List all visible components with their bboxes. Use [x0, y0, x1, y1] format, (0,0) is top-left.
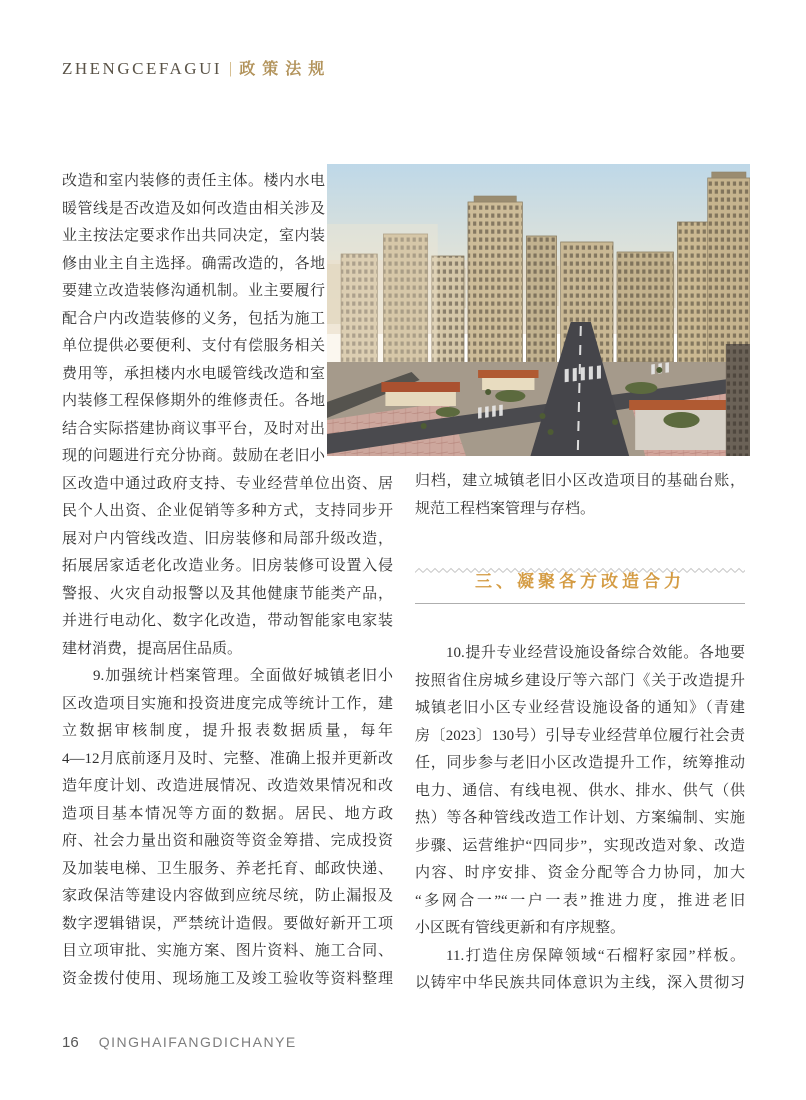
page-footer — [62, 1034, 297, 1052]
text-line: 改造和室内装修的责任主体。楼内水电 — [62, 173, 325, 189]
text-line: 内容、时序安排、资金分配等合力协同，加大 — [415, 865, 745, 881]
text-line: 暖管线是否改造及如何改造由相关涉及 — [62, 200, 325, 217]
header-latin-title: ZHENGCEFAGUI — [62, 59, 223, 78]
section-heading-block — [415, 557, 745, 604]
text-line: 热）等各种管线改造工作计划、方案编制、实施 — [415, 810, 745, 826]
text-line: 资金拨付使用、现场施工及竣工验收等资料整理 — [62, 970, 393, 987]
text-line: 民个人出资、企业促销等多种方式，支持同步开 — [62, 503, 393, 519]
text-line: 业主按法定要求作出共同决定，室内装 — [62, 228, 325, 244]
text-line: 4—12月底前逐月及时、完整、准确上报并更新改 — [62, 750, 393, 767]
text-line: 现的问题进行充分协商。鼓励在老旧小 — [62, 448, 325, 464]
text-line: 房〔2023〕130号）引导专业经营单位履行社会责 — [415, 727, 745, 744]
photo-wrap-spacer — [325, 168, 393, 458]
text-line: 单位提供必要便利、支付有偿服务相关 — [62, 338, 325, 354]
text-line: 要建立改造装修沟通机制。业主要履行 — [62, 283, 325, 299]
text-line: 立数据审核制度，提升报表数据质量，每年 — [62, 723, 393, 739]
text-line: 结合实际搭建协商议事平台，及时对出 — [62, 420, 325, 437]
text-line: 任，同步参与老旧小区改造提升工作，统筹推动 — [415, 755, 745, 771]
right-text-column — [415, 460, 745, 998]
text-line: 10.提升专业经营设施设备综合效能。各地要 — [446, 645, 745, 661]
page-number: 16 — [62, 1034, 79, 1051]
wavy-divider — [415, 557, 745, 564]
text-line: 府、社会力量出资和融资等资金筹措、完成投资 — [62, 833, 393, 849]
text-line: 9.加强统计档案管理。全面做好城镇老旧小 — [93, 668, 393, 684]
text-line: 小区既有管线更新和有序规整。 — [415, 920, 626, 936]
text-line: 区改造中通过政府支持、专业经营单位出资、居 — [62, 475, 393, 492]
text-line: 及加装电梯、卫生服务、养老托育、邮政快递、 — [62, 860, 393, 877]
text-line: 以铸牢中华民族共同体意识为主线，深入贯彻习 — [415, 975, 745, 991]
text-line: 11.打造住房保障领域“石榴籽家园”样板。 — [446, 947, 745, 964]
text-line: 规范工程档案管理与存档。 — [415, 500, 596, 517]
text-line: 区改造项目实施和投资进度完成等统计工作，建 — [62, 695, 393, 712]
right-column-top-text — [415, 460, 745, 523]
text-line: 电力、通信、有线电视、供水、排水、供气（供 — [415, 782, 745, 799]
section-heading: 三、凝聚各方改造合力 — [475, 572, 685, 591]
text-line: 配合户内改造装修的义务，包括为施工 — [62, 310, 325, 327]
text-line: 目立项审批、实施方案、图片资料、施工合同、 — [62, 943, 393, 959]
header-chinese-title: 政策法规 — [239, 61, 332, 78]
text-line: 造项目基本情况等方面的数据。居民、地方政 — [62, 805, 393, 822]
text-line: 警报、火灾自动报警以及其他健康节能类产品， — [62, 585, 393, 602]
text-line: 按照省住房城乡建设厅等六部门《关于改造提升 — [415, 672, 745, 689]
text-line: 展对户内管线改造、旧房装修和局部升级改造， — [62, 530, 393, 547]
text-line: 修由业主自主选择。确需改造的，各地 — [62, 255, 325, 272]
left-text-column — [62, 166, 393, 993]
text-line: 归档，建立城镇老旧小区改造项目的基础台账， — [415, 473, 745, 489]
right-column-body-text — [415, 640, 745, 998]
text-line: 城镇老旧小区专业经营设施设备的通知》（青建 — [415, 700, 745, 716]
header-separator: | — [229, 60, 233, 77]
text-line: 造年度计划、改造进展情况、改造效果情况和改 — [62, 778, 393, 794]
text-line: 建材消费，提高居住品质。 — [62, 640, 243, 657]
text-line: 家政保洁等建设内容做到应统尽统，防止漏报及 — [62, 888, 393, 904]
text-line: 数字逻辑错误，严禁统计造假。要做好新开工项 — [62, 915, 393, 932]
text-line: 费用等，承担楼内水电暖管线改造和室 — [62, 365, 325, 382]
page-header — [62, 56, 331, 79]
text-line: 步骤、运营维护“四同步”，实现改造对象、改造 — [415, 837, 745, 854]
text-line: 内装修工程保修期外的维修责任。各地 — [62, 393, 325, 409]
text-line: “多网合一”“一户一表”推进力度，推进老旧 — [415, 892, 745, 909]
journal-name: QINGHAIFANGDICHANYE — [98, 1034, 297, 1050]
heading-underline — [415, 603, 745, 604]
text-line: 拓展居家适老化改造业务。旧房装修可设置入侵 — [62, 558, 393, 574]
text-line: 并进行电动化、数字化改造，带动智能家电家装 — [62, 613, 393, 629]
